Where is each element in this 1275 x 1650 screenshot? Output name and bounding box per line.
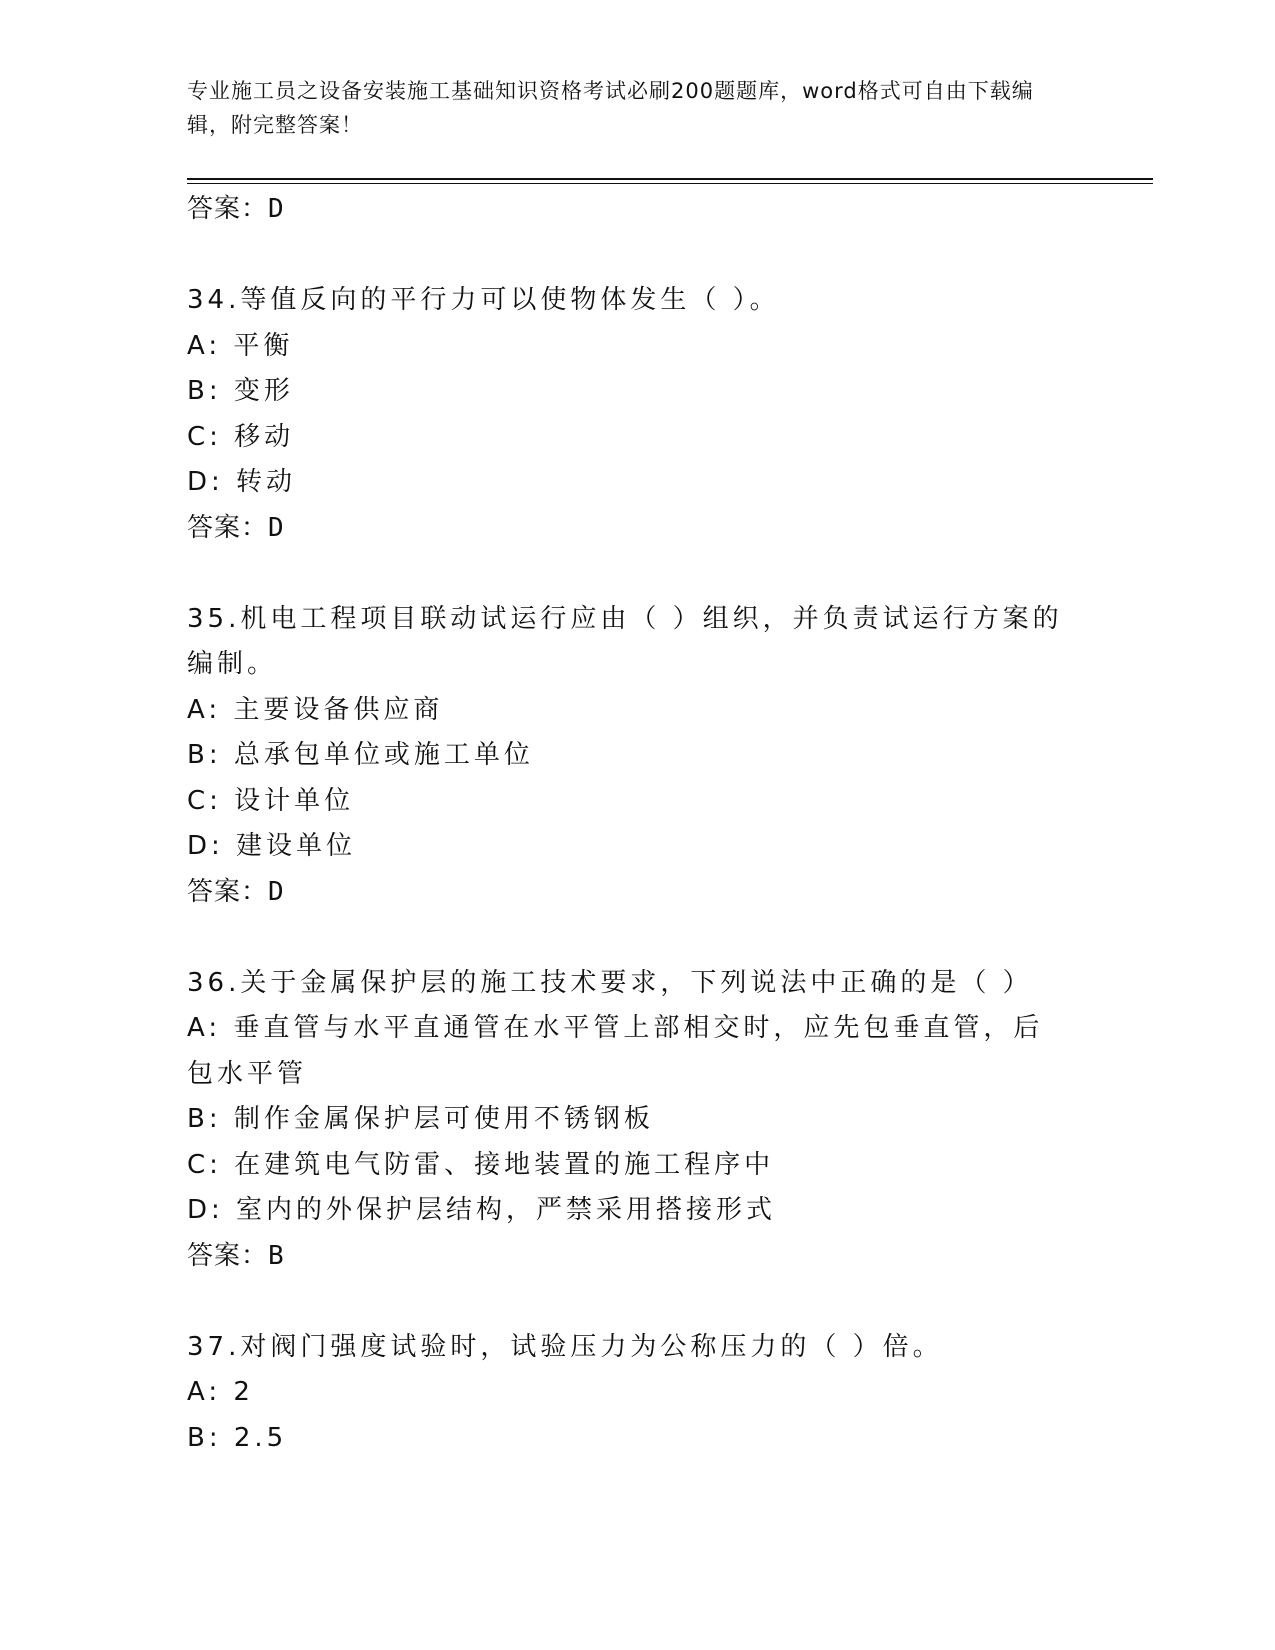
question-block-36 [187, 961, 1087, 1280]
question-text: 36.关于金属保护层的施工技术要求，下列说法中正确的是（ ） [187, 967, 1033, 998]
option-c: C: 移动 [187, 421, 295, 452]
header-divider-thick [187, 178, 1153, 180]
option-b: B: 总承包单位或施工单位 [187, 740, 534, 770]
question-block-34 [187, 278, 1087, 551]
question-text: 35.机电工程项目联动试运行应由（ ）组织，并负责试运行方案的编制。 [187, 603, 1063, 679]
answer-line: 答案：B [187, 1240, 285, 1271]
question-text: 34.等值反向的平行力可以使物体发生（ ）。 [187, 285, 780, 315]
option-d: D: 建设单位 [187, 831, 357, 861]
header-divider-thin [187, 183, 1153, 184]
option-d: D: 转动 [187, 467, 297, 497]
answer-line: 答案：D [187, 876, 285, 907]
question-list [187, 187, 1087, 1461]
question-text: 37.对阀门强度试验时，试验压力为公称压力的（ ）倍。 [187, 1331, 943, 1362]
option-a: A: 主要设备供应商 [187, 694, 444, 725]
question-block-35 [187, 597, 1087, 916]
option-a: A: 垂直管与水平直通管在水平管上部相交时，应先包垂直管，后包水平管 [187, 1013, 1044, 1089]
option-a: A: 2 [187, 1377, 254, 1407]
answer-line: 答案：D [187, 194, 285, 224]
option-a: A: 平衡 [187, 330, 294, 361]
option-b: B: 2.5 [187, 1422, 288, 1453]
option-d: D: 室内的外保护层结构，严禁采用搭接形式 [187, 1195, 777, 1225]
answer-line: 答案：D [187, 512, 285, 543]
option-b: B: 制作金属保护层可使用不锈钢板 [187, 1104, 654, 1134]
option-b: B: 变形 [187, 376, 294, 406]
question-block-37 [187, 1325, 1087, 1462]
document-header: 专业施工员之设备安装施工基础知识资格考试必刷200题题库，word格式可自由下载编辑，附完整答案！ [187, 79, 1034, 137]
option-c: C: 在建筑电气防雷、接地装置的施工程序中 [187, 1149, 775, 1180]
option-c: C: 设计单位 [187, 785, 355, 816]
